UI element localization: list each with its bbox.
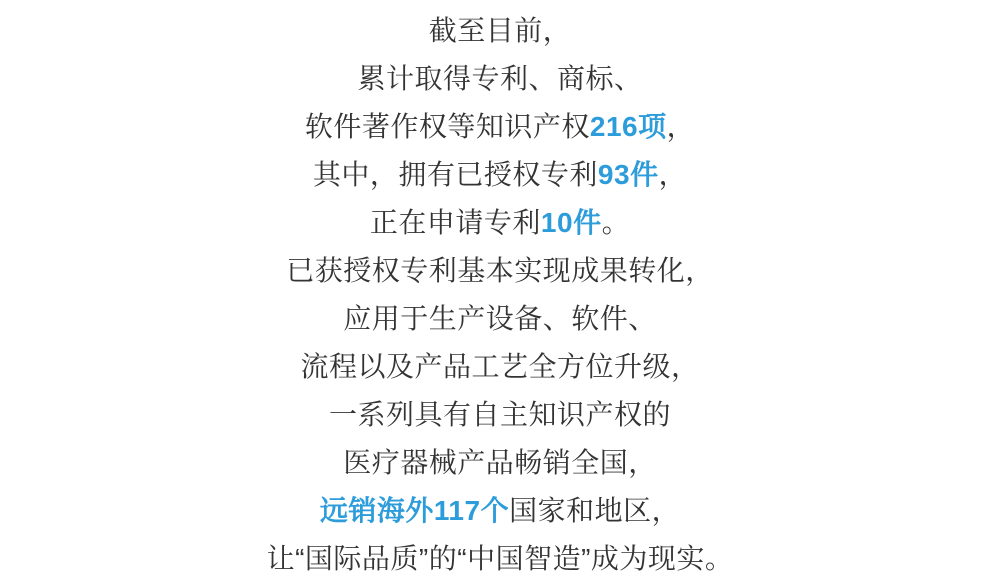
text-segment: 应用于生产设备、软件、 [343,303,657,334]
text-segment: 累计取得专利、商标、 [357,63,643,94]
text-line-5 [0,199,1000,247]
highlight-total-ip-count: 216项 [589,111,667,142]
text-segment: 流程以及产品工艺全方位升级， [300,351,700,382]
text-segment: ， [666,111,696,142]
highlight-export-countries: 远销海外117个 [319,495,510,526]
text-line-12 [0,535,1000,583]
text-segment: ， [658,159,688,190]
text-line-11 [0,487,1000,535]
highlight-pending-patents: 10件 [540,207,602,238]
text-segment: 国家和地区， [509,495,681,526]
text-segment: 。 [601,207,631,238]
text-line-2 [0,55,1000,103]
highlight-granted-patents: 93件 [597,159,659,190]
text-segment: 软件著作权等知识产权 [304,111,590,142]
text-segment: 正在申请专利 [369,207,541,238]
text-segment: 一系列具有自主知识产权的 [328,399,671,430]
text-line-3 [0,103,1000,151]
text-segment: 已获授权专利基本实现成果转化， [286,255,714,286]
text-line-9 [0,391,1000,439]
text-line-7 [0,295,1000,343]
text-segment: 其中，拥有已授权专利 [312,159,598,190]
text-line-6 [0,247,1000,295]
text-line-4 [0,151,1000,199]
text-segment: 让“国际品质”的“中国智造”成为现实。 [266,543,734,574]
text-line-8 [0,343,1000,391]
text-segment: 截至目前， [428,15,572,46]
text-segment: 医疗器械产品畅销全国， [343,447,657,478]
text-line-1 [0,7,1000,55]
text-line-10 [0,439,1000,487]
